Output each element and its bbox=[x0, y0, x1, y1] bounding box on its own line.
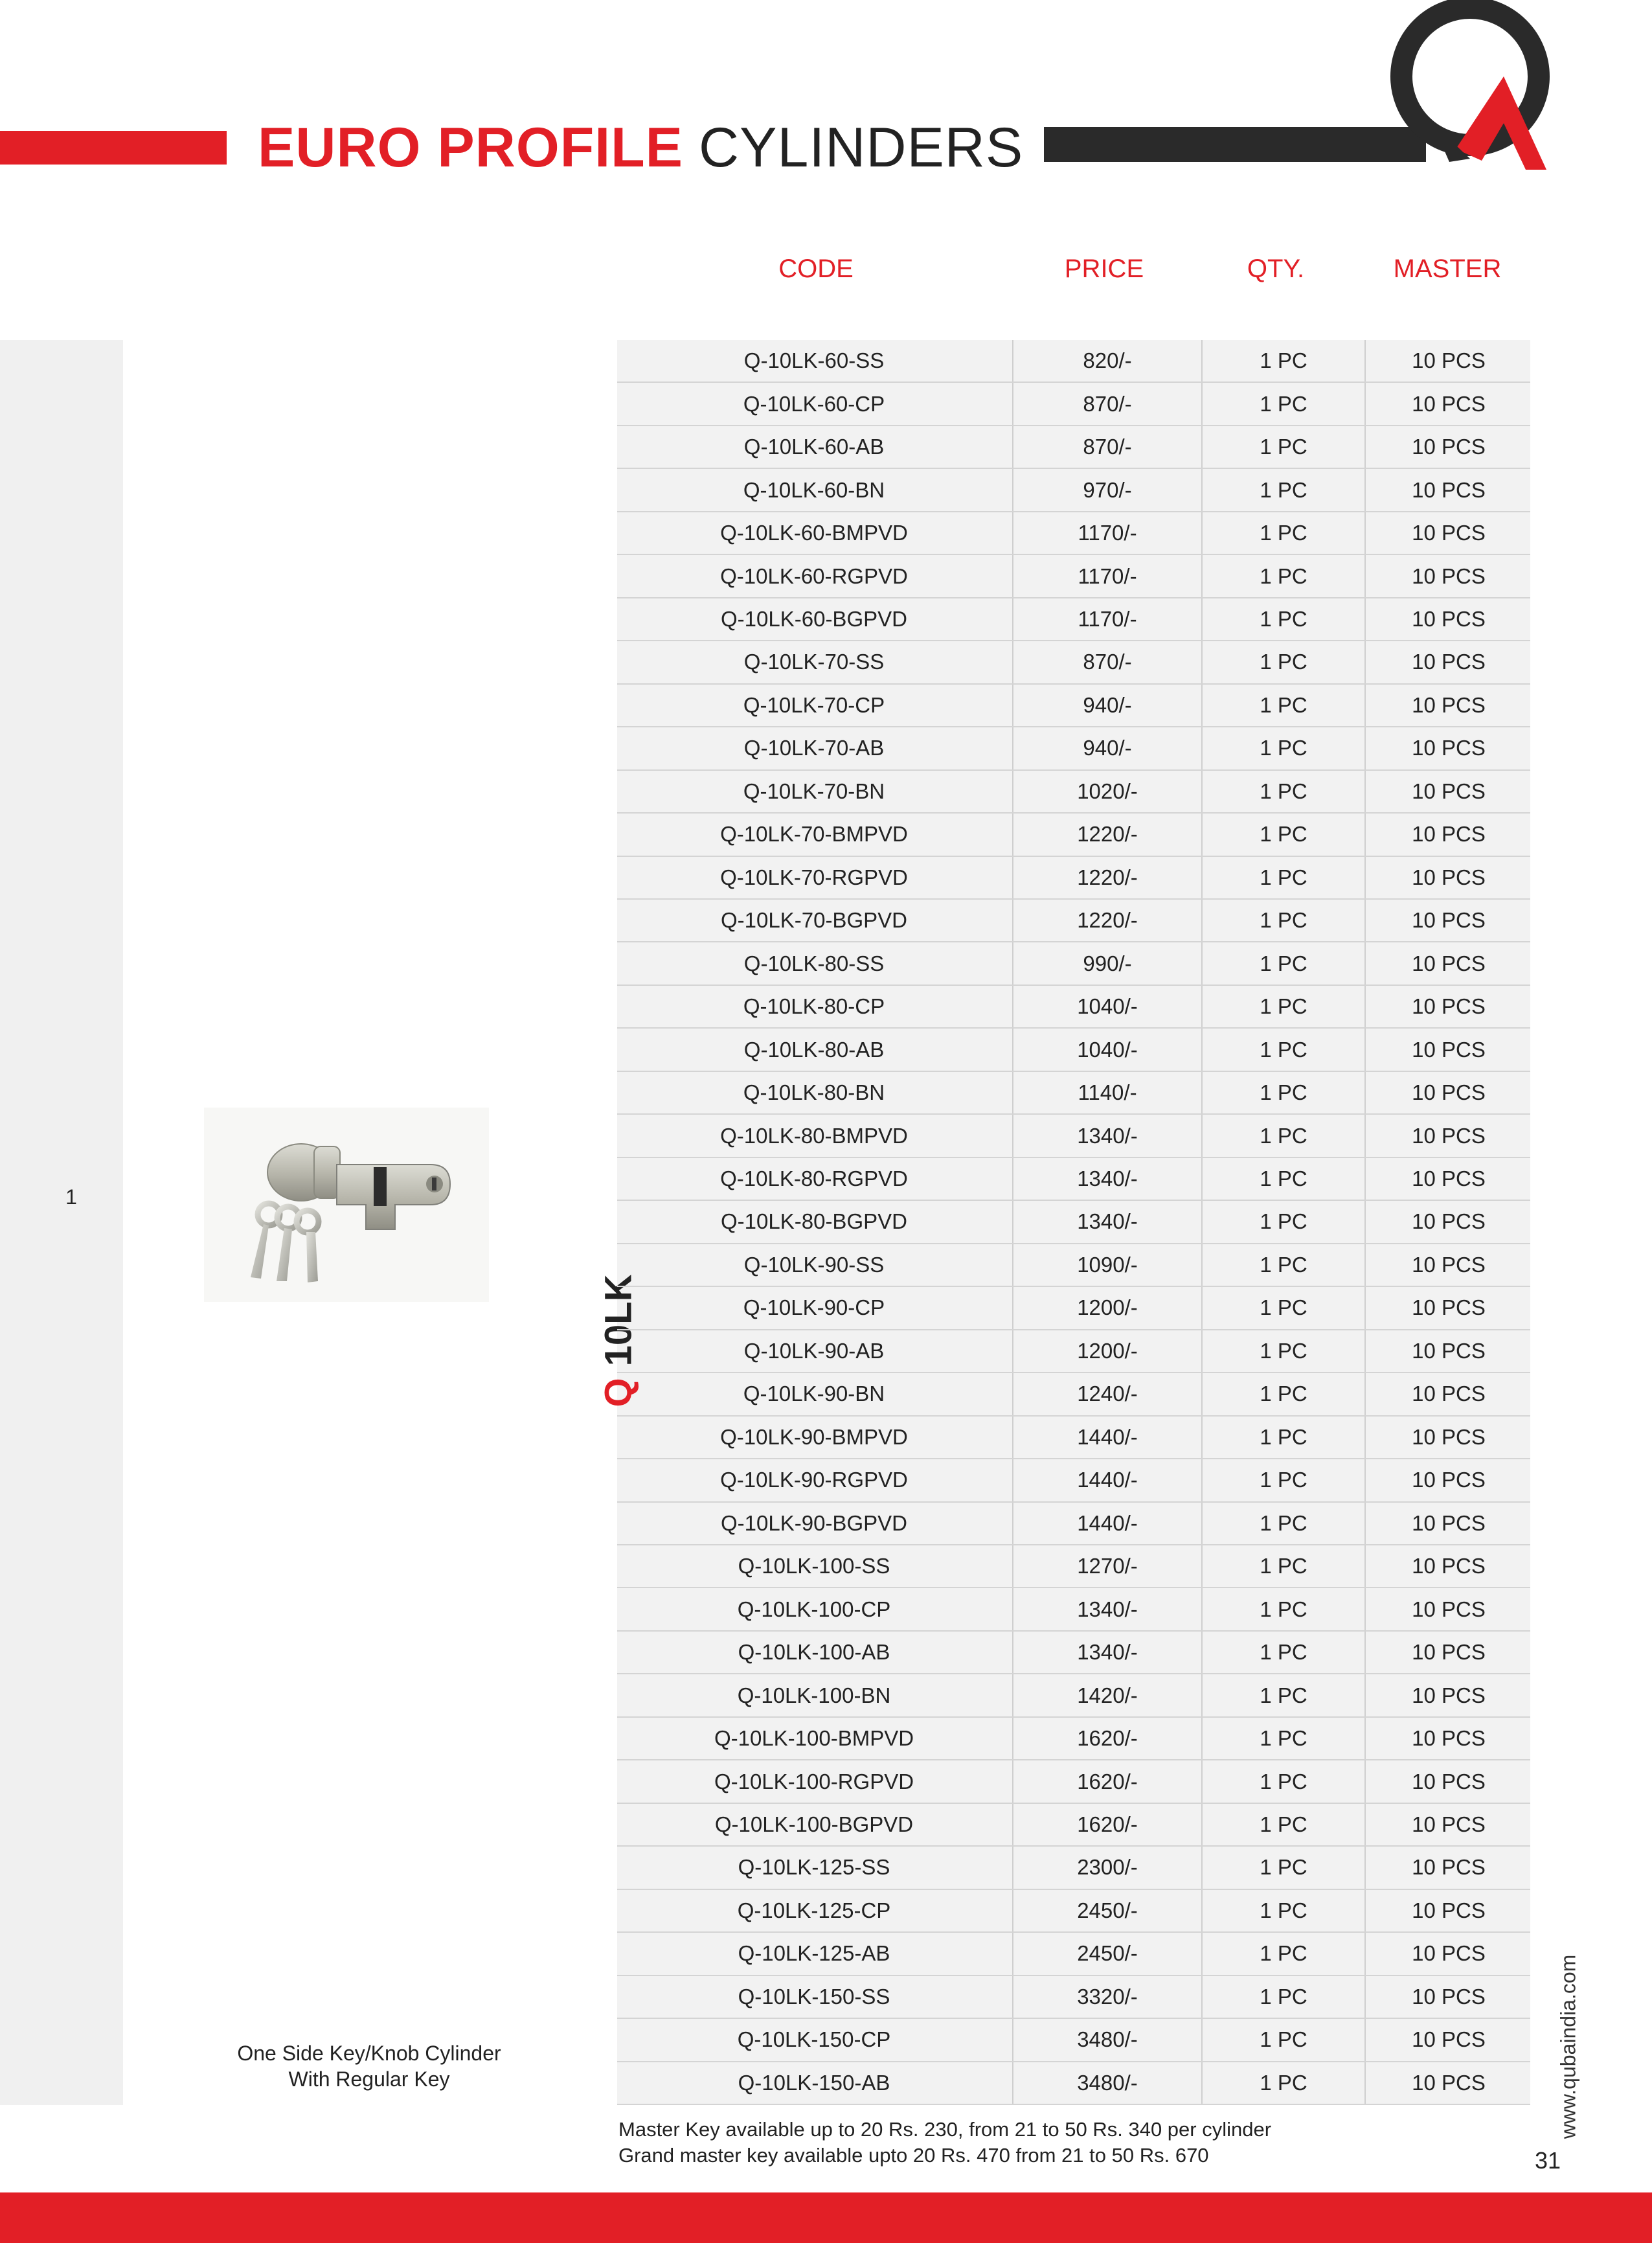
master-cell: 10 PCS bbox=[1364, 1373, 1532, 1415]
title-light: CYLINDERS bbox=[699, 117, 1024, 179]
price-cell: 940/- bbox=[1012, 685, 1201, 726]
price-cell: 870/- bbox=[1012, 641, 1201, 683]
master-cell: 10 PCS bbox=[1364, 1115, 1532, 1156]
code-cell: Q-10LK-70-BN bbox=[743, 779, 885, 803]
table-row bbox=[617, 1158, 1530, 1201]
euro-cylinder-product-image bbox=[204, 1108, 489, 1302]
table-row bbox=[617, 1588, 1530, 1631]
code-cell: Q-10LK-90-BN bbox=[743, 1382, 885, 1406]
qty-cell: 1 PC bbox=[1201, 727, 1364, 769]
table-row bbox=[617, 1847, 1530, 1889]
master-cell: 10 PCS bbox=[1364, 1201, 1532, 1242]
code-cell: Q-10LK-90-SS bbox=[743, 1252, 885, 1277]
code-cell: Q-10LK-60-BMPVD bbox=[720, 521, 908, 545]
price-cell: 1220/- bbox=[1012, 900, 1201, 941]
qty-cell: 1 PC bbox=[1201, 1545, 1364, 1587]
qty-cell: 1 PC bbox=[1201, 1201, 1364, 1242]
price-cell: 1170/- bbox=[1012, 598, 1201, 640]
price-cell: 1090/- bbox=[1012, 1244, 1201, 1286]
table-row bbox=[617, 641, 1530, 684]
master-cell: 10 PCS bbox=[1364, 1588, 1532, 1630]
master-cell: 10 PCS bbox=[1364, 1417, 1532, 1458]
price-cell: 820/- bbox=[1012, 340, 1201, 381]
master-cell: 10 PCS bbox=[1364, 1158, 1532, 1200]
master-cell: 10 PCS bbox=[1364, 771, 1532, 812]
table-row bbox=[617, 1804, 1530, 1847]
qty-cell: 1 PC bbox=[1201, 598, 1364, 640]
table-row bbox=[617, 685, 1530, 727]
qty-cell: 1 PC bbox=[1201, 1588, 1364, 1630]
code-cell: Q-10LK-100-RGPVD bbox=[714, 1769, 914, 1793]
price-cell: 1200/- bbox=[1012, 1287, 1201, 1328]
row-number: 1 bbox=[65, 1185, 77, 1209]
master-cell: 10 PCS bbox=[1364, 340, 1532, 381]
product-description bbox=[181, 2040, 557, 2092]
table-row bbox=[617, 857, 1530, 900]
header-price: PRICE bbox=[1064, 255, 1144, 283]
code-cell: Q-10LK-60-SS bbox=[743, 348, 885, 373]
qty-cell: 1 PC bbox=[1201, 2019, 1364, 2060]
master-cell: 10 PCS bbox=[1364, 857, 1532, 898]
code-cell: Q-10LK-70-BMPVD bbox=[720, 822, 908, 847]
price-cell: 1440/- bbox=[1012, 1503, 1201, 1544]
qty-cell: 1 PC bbox=[1201, 1976, 1364, 2018]
qty-cell: 1 PC bbox=[1201, 1674, 1364, 1716]
table-row bbox=[617, 512, 1530, 555]
master-cell: 10 PCS bbox=[1364, 598, 1532, 640]
price-cell: 1620/- bbox=[1012, 1804, 1201, 1845]
qty-cell: 1 PC bbox=[1201, 1503, 1364, 1544]
website-label bbox=[1543, 1943, 1594, 2150]
master-cell: 10 PCS bbox=[1364, 1632, 1532, 1673]
master-cell: 10 PCS bbox=[1364, 2062, 1532, 2104]
table-row bbox=[617, 555, 1530, 598]
master-cell: 10 PCS bbox=[1364, 1072, 1532, 1113]
qty-cell: 1 PC bbox=[1201, 771, 1364, 812]
qty-cell: 1 PC bbox=[1201, 857, 1364, 898]
table-row bbox=[617, 986, 1530, 1029]
code-cell: Q-10LK-125-CP bbox=[737, 1898, 891, 1922]
table-row bbox=[617, 1330, 1530, 1373]
qty-cell: 1 PC bbox=[1201, 555, 1364, 597]
qty-cell: 1 PC bbox=[1201, 1890, 1364, 1931]
code-cell: Q-10LK-125-SS bbox=[738, 1855, 890, 1880]
price-cell: 1620/- bbox=[1012, 1760, 1201, 1802]
code-cell: Q-10LK-150-SS bbox=[738, 1984, 890, 2009]
page-title bbox=[258, 117, 1023, 179]
code-cell: Q-10LK-60-BGPVD bbox=[721, 606, 907, 631]
table-row bbox=[617, 1417, 1530, 1459]
title-bold: EURO PROFILE bbox=[258, 117, 684, 179]
price-cell: 1020/- bbox=[1012, 771, 1201, 812]
master-cell: 10 PCS bbox=[1364, 1674, 1532, 1716]
table-row bbox=[617, 727, 1530, 770]
note-line-2: Grand master key available upto 20 Rs. 470 from 21 to 50 Rs. 670 bbox=[618, 2144, 1209, 2167]
price-cell: 1440/- bbox=[1012, 1417, 1201, 1458]
qty-cell: 1 PC bbox=[1201, 2062, 1364, 2104]
table-row bbox=[617, 1201, 1530, 1244]
price-cell: 1140/- bbox=[1012, 1072, 1201, 1113]
header-dark-bar bbox=[1044, 127, 1426, 162]
footer-red-bar bbox=[0, 2192, 1652, 2243]
model-prefix: Q bbox=[597, 1378, 640, 1407]
qty-cell: 1 PC bbox=[1201, 1029, 1364, 1070]
master-cell: 10 PCS bbox=[1364, 1330, 1532, 1372]
qty-cell: 1 PC bbox=[1201, 685, 1364, 726]
table-row bbox=[617, 2062, 1530, 2105]
master-cell: 10 PCS bbox=[1364, 942, 1532, 984]
brand-logo bbox=[1373, 0, 1567, 178]
code-cell: Q-10LK-90-CP bbox=[743, 1295, 885, 1320]
qty-cell: 1 PC bbox=[1201, 1287, 1364, 1328]
price-cell: 2300/- bbox=[1012, 1847, 1201, 1888]
price-cell: 2450/- bbox=[1012, 1933, 1201, 1974]
page-number: 31 bbox=[1535, 2147, 1561, 2174]
master-cell: 10 PCS bbox=[1364, 555, 1532, 597]
price-cell: 1340/- bbox=[1012, 1588, 1201, 1630]
qty-cell: 1 PC bbox=[1201, 1115, 1364, 1156]
master-cell: 10 PCS bbox=[1364, 1760, 1532, 1802]
price-cell: 1220/- bbox=[1012, 814, 1201, 855]
header-master: MASTER bbox=[1393, 255, 1502, 283]
table-row bbox=[617, 1933, 1530, 1975]
table-row bbox=[617, 469, 1530, 512]
price-cell: 1340/- bbox=[1012, 1115, 1201, 1156]
table-row bbox=[617, 1632, 1530, 1674]
table-row bbox=[617, 1287, 1530, 1330]
price-cell: 3480/- bbox=[1012, 2062, 1201, 2104]
price-cell: 1170/- bbox=[1012, 555, 1201, 597]
price-cell: 3480/- bbox=[1012, 2019, 1201, 2060]
table-row bbox=[617, 1890, 1530, 1933]
code-cell: Q-10LK-70-CP bbox=[743, 692, 885, 717]
qty-cell: 1 PC bbox=[1201, 383, 1364, 424]
code-cell: Q-10LK-70-AB bbox=[743, 736, 885, 760]
table-row bbox=[617, 340, 1530, 383]
master-cell: 10 PCS bbox=[1364, 900, 1532, 941]
qty-cell: 1 PC bbox=[1201, 814, 1364, 855]
qty-cell: 1 PC bbox=[1201, 1804, 1364, 1845]
master-cell: 10 PCS bbox=[1364, 1244, 1532, 1286]
qty-cell: 1 PC bbox=[1201, 1718, 1364, 1759]
qty-cell: 1 PC bbox=[1201, 900, 1364, 941]
price-cell: 1620/- bbox=[1012, 1718, 1201, 1759]
note-line-1: Master Key available up to 20 Rs. 230, from 21 to 50 Rs. 340 per cylinder bbox=[618, 2118, 1272, 2141]
table-row bbox=[617, 1459, 1530, 1502]
table-row bbox=[617, 1072, 1530, 1115]
code-cell: Q-10LK-100-BGPVD bbox=[714, 1812, 914, 1836]
qty-cell: 1 PC bbox=[1201, 469, 1364, 510]
qty-cell: 1 PC bbox=[1201, 1632, 1364, 1673]
master-cell: 10 PCS bbox=[1364, 469, 1532, 510]
qty-cell: 1 PC bbox=[1201, 1933, 1364, 1974]
price-cell: 1170/- bbox=[1012, 512, 1201, 554]
header-qty: QTY. bbox=[1247, 255, 1305, 283]
code-cell: Q-10LK-80-SS bbox=[743, 951, 885, 975]
master-cell: 10 PCS bbox=[1364, 641, 1532, 683]
code-cell: Q-10LK-90-RGPVD bbox=[720, 1468, 908, 1492]
qty-cell: 1 PC bbox=[1201, 1072, 1364, 1113]
price-cell: 1270/- bbox=[1012, 1545, 1201, 1587]
code-cell: Q-10LK-100-BMPVD bbox=[714, 1726, 914, 1751]
master-cell: 10 PCS bbox=[1364, 727, 1532, 769]
qty-cell: 1 PC bbox=[1201, 1847, 1364, 1888]
price-cell: 990/- bbox=[1012, 942, 1201, 984]
master-cell: 10 PCS bbox=[1364, 512, 1532, 554]
index-column bbox=[0, 340, 123, 2105]
table-row bbox=[617, 900, 1530, 942]
price-cell: 3320/- bbox=[1012, 1976, 1201, 2018]
table-row bbox=[617, 771, 1530, 814]
master-cell: 10 PCS bbox=[1364, 1890, 1532, 1931]
table-row bbox=[617, 1545, 1530, 1588]
code-cell: Q-10LK-100-BN bbox=[737, 1683, 891, 1707]
master-cell: 10 PCS bbox=[1364, 1545, 1532, 1587]
price-cell: 1340/- bbox=[1012, 1632, 1201, 1673]
table-row bbox=[617, 1373, 1530, 1416]
master-cell: 10 PCS bbox=[1364, 1029, 1532, 1070]
qty-cell: 1 PC bbox=[1201, 1330, 1364, 1372]
code-cell: Q-10LK-80-BMPVD bbox=[720, 1123, 908, 1148]
price-cell: 870/- bbox=[1012, 383, 1201, 424]
description-line-1: One Side Key/Knob Cylinder bbox=[237, 2042, 501, 2065]
price-cell: 2450/- bbox=[1012, 1890, 1201, 1931]
master-cell: 10 PCS bbox=[1364, 1976, 1532, 2018]
master-cell: 10 PCS bbox=[1364, 1718, 1532, 1759]
code-cell: Q-10LK-80-RGPVD bbox=[720, 1167, 908, 1191]
price-cell: 1440/- bbox=[1012, 1459, 1201, 1501]
code-cell: Q-10LK-125-AB bbox=[738, 1941, 890, 1966]
code-cell: Q-10LK-70-RGPVD bbox=[720, 865, 908, 889]
price-cell: 1340/- bbox=[1012, 1201, 1201, 1242]
code-cell: Q-10LK-70-SS bbox=[743, 650, 885, 674]
code-cell: Q-10LK-80-BN bbox=[743, 1080, 885, 1105]
table-row bbox=[617, 942, 1530, 985]
table-row bbox=[617, 1503, 1530, 1545]
master-cell: 10 PCS bbox=[1364, 2019, 1532, 2060]
price-cell: 970/- bbox=[1012, 469, 1201, 510]
table-row bbox=[617, 814, 1530, 856]
description-line-2: With Regular Key bbox=[288, 2067, 450, 2091]
code-cell: Q-10LK-150-AB bbox=[738, 2070, 890, 2095]
header-red-bar bbox=[0, 131, 227, 165]
master-cell: 10 PCS bbox=[1364, 814, 1532, 855]
table-row bbox=[617, 1718, 1530, 1760]
code-cell: Q-10LK-100-CP bbox=[737, 1597, 891, 1621]
table-row bbox=[617, 2019, 1530, 2062]
price-cell: 940/- bbox=[1012, 727, 1201, 769]
code-cell: Q-10LK-70-BGPVD bbox=[721, 908, 907, 933]
price-cell: 1040/- bbox=[1012, 1029, 1201, 1070]
qty-cell: 1 PC bbox=[1201, 426, 1364, 468]
table-row bbox=[617, 1115, 1530, 1157]
master-cell: 10 PCS bbox=[1364, 1847, 1532, 1888]
qty-cell: 1 PC bbox=[1201, 1459, 1364, 1501]
qty-cell: 1 PC bbox=[1201, 340, 1364, 381]
qty-cell: 1 PC bbox=[1201, 1158, 1364, 1200]
table-row bbox=[617, 1674, 1530, 1717]
table-row bbox=[617, 1760, 1530, 1803]
code-cell: Q-10LK-80-CP bbox=[743, 994, 885, 1019]
code-cell: Q-10LK-60-AB bbox=[743, 435, 885, 459]
master-cell: 10 PCS bbox=[1364, 1933, 1532, 1974]
qty-cell: 1 PC bbox=[1201, 641, 1364, 683]
code-cell: Q-10LK-100-AB bbox=[738, 1640, 890, 1665]
master-cell: 10 PCS bbox=[1364, 1804, 1532, 1845]
price-cell: 870/- bbox=[1012, 426, 1201, 468]
master-cell: 10 PCS bbox=[1364, 685, 1532, 726]
master-cell: 10 PCS bbox=[1364, 426, 1532, 468]
table-row bbox=[617, 1029, 1530, 1071]
master-cell: 10 PCS bbox=[1364, 1459, 1532, 1501]
qty-cell: 1 PC bbox=[1201, 1244, 1364, 1286]
code-cell: Q-10LK-150-CP bbox=[737, 2027, 891, 2052]
website-text: www.qubaindia.com bbox=[1556, 1954, 1580, 2139]
price-cell: 1420/- bbox=[1012, 1674, 1201, 1716]
header-code: CODE bbox=[778, 255, 854, 283]
price-cell: 1040/- bbox=[1012, 986, 1201, 1027]
model-number: 10LK bbox=[597, 1274, 640, 1367]
code-cell: Q-10LK-90-BMPVD bbox=[720, 1424, 908, 1449]
table-row bbox=[617, 1244, 1530, 1287]
master-key-notes bbox=[618, 2117, 1271, 2169]
table-row bbox=[617, 598, 1530, 641]
table-row bbox=[617, 383, 1530, 426]
code-cell: Q-10LK-90-BGPVD bbox=[721, 1510, 907, 1535]
table-row bbox=[617, 426, 1530, 469]
master-cell: 10 PCS bbox=[1364, 986, 1532, 1027]
qty-cell: 1 PC bbox=[1201, 942, 1364, 984]
price-cell: 1200/- bbox=[1012, 1330, 1201, 1372]
qty-cell: 1 PC bbox=[1201, 986, 1364, 1027]
price-cell: 1340/- bbox=[1012, 1158, 1201, 1200]
code-cell: Q-10LK-90-AB bbox=[743, 1338, 885, 1363]
code-cell: Q-10LK-100-SS bbox=[738, 1554, 890, 1578]
qty-cell: 1 PC bbox=[1201, 1373, 1364, 1415]
price-cell: 1220/- bbox=[1012, 857, 1201, 898]
code-cell: Q-10LK-60-RGPVD bbox=[720, 564, 908, 588]
code-cell: Q-10LK-80-AB bbox=[743, 1037, 885, 1062]
master-cell: 10 PCS bbox=[1364, 1287, 1532, 1328]
qty-cell: 1 PC bbox=[1201, 512, 1364, 554]
master-cell: 10 PCS bbox=[1364, 1503, 1532, 1544]
price-cell: 1240/- bbox=[1012, 1373, 1201, 1415]
code-cell: Q-10LK-60-BN bbox=[743, 477, 885, 502]
qty-cell: 1 PC bbox=[1201, 1760, 1364, 1802]
table-row bbox=[617, 1976, 1530, 2019]
code-cell: Q-10LK-80-BGPVD bbox=[721, 1209, 907, 1234]
code-cell: Q-10LK-60-CP bbox=[743, 391, 885, 416]
master-cell: 10 PCS bbox=[1364, 383, 1532, 424]
qty-cell: 1 PC bbox=[1201, 1417, 1364, 1458]
